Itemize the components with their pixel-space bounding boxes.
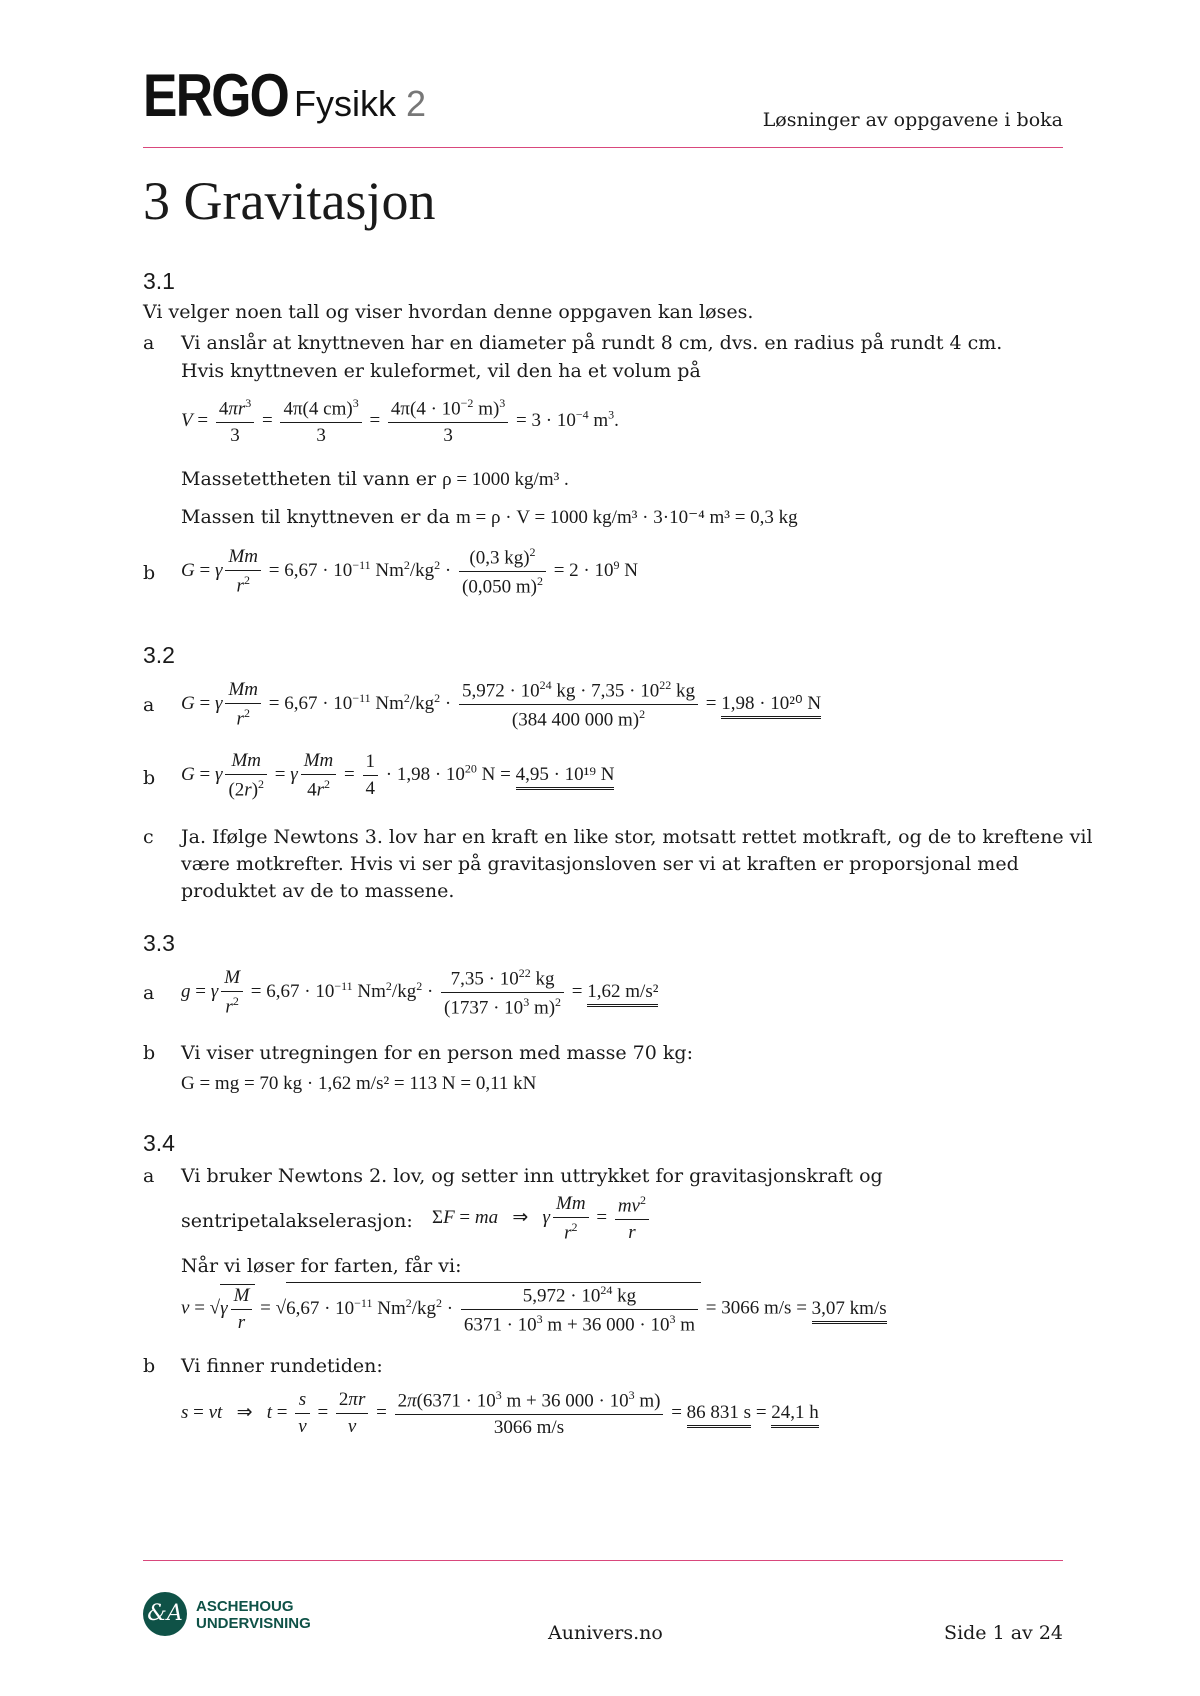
result-3-4-b-hours: 24,1 h xyxy=(771,1402,819,1428)
publisher-logo-icon: &A xyxy=(143,1592,187,1636)
label-3-4-a: a xyxy=(143,1165,155,1187)
publisher-line1: ASCHEHOUG xyxy=(196,1598,294,1615)
equation-3-2-b: G = γ $\frac{Mm}{(2r)^2}$ = γ $\frac{Mm}{4r^2}$ = $\frac{1}{4}$ · $1,98 \cdot 10^{20}$ N = 4,95 · 10¹⁹ N xyxy=(181,750,615,801)
ergo-logo: ERGO xyxy=(143,62,289,129)
text-3-4-a-line1: Vi bruker Newtons 2. lov, og setter inn uttrykket for gravitasjonskraft og xyxy=(181,1165,883,1187)
result-3-2-a: 1,98 · 10²⁰ N xyxy=(721,693,821,719)
result-3-4-b-seconds: 86 831 s xyxy=(687,1402,751,1428)
text-3-1-a-line2: Hvis knyttneven er kuleformet, vil den ha et volum på xyxy=(181,360,701,382)
subject-number: 2 xyxy=(406,83,427,124)
equation-3-4-b: s = vt ⇒ t = $\frac{s}{v}$ = $\frac{2\pi r}{v}$ = $\frac{2\pi(6371 \cdot 10^3 m + 36 000 \cdot 10^3 m)}{3066 m/s}$ = 86 831 s = 24,1 h xyxy=(181,1388,819,1439)
text-3-4-b-line1: Vi finner rundetiden: xyxy=(181,1355,383,1377)
subject-name: Fysikk xyxy=(294,83,396,124)
result-3-4-a: 3,07 km/s xyxy=(812,1298,887,1324)
header-divider xyxy=(143,147,1063,148)
publisher-name xyxy=(196,1598,311,1632)
label-3-3-b: b xyxy=(143,1042,156,1064)
text-3-2-c-line1: Ja. Ifølge Newtons 3. lov har en kraft en like stor, motsatt rettet motkraft, og de to kreftene vil xyxy=(181,826,1093,848)
text-density xyxy=(181,468,569,491)
text-3-4-a-line3: Når vi løser for farten, får vi: xyxy=(181,1255,462,1277)
label-3-3-a: a xyxy=(143,982,155,1004)
page-number: Side 1 av 24 xyxy=(944,1622,1063,1644)
label-3-2-b: b xyxy=(143,767,156,789)
header-title: Løsninger av oppgavene i boka xyxy=(762,109,1063,131)
text-mass xyxy=(181,506,798,529)
section-heading-3-4: 3.4 xyxy=(143,1130,175,1156)
mass-label: Massen til knyttneven er da xyxy=(181,506,450,528)
text-3-3-b-line2: G = mg = 70 kg · 1,62 m/s² = 113 N = 0,11 kN xyxy=(181,1073,537,1094)
subject-title xyxy=(294,83,427,124)
density-label: Massetettheten til vann er xyxy=(181,468,437,490)
text-3-4-a-line2: sentripetalakselerasjon: xyxy=(181,1210,413,1232)
result-3-3-a: 1,62 m/s² xyxy=(587,981,658,1007)
text-3-2-c-line2: være motkrefter. Hvis vi ser på gravitasjonsloven ser vi at kraften er proporsjonal med xyxy=(181,853,1019,875)
equation-3-1-b: G = γ $\frac{Mm}{r^2}$ = $6,67 \cdot 10^{-11}$ $Nm^2/kg^2$ · $\frac{(0,3 kg)^2}{(0,050 m)^2}$ = $2 \cdot 10^9$ N xyxy=(181,545,638,598)
intro-3-1: Vi velger noen tall og viser hvordan denne oppgaven kan løses. xyxy=(143,301,754,323)
density-equation: ρ = 1000 kg/m³ . xyxy=(442,469,569,490)
section-heading-3-3: 3.3 xyxy=(143,930,175,956)
equation-3-4-a-speed: v = √γ $\frac{M}{r}$ = $√6,67 \cdot 10^{-11}$ $Nm^2/kg^2$ · $\frac{5,972 \cdot 10^{24} kg}{6371 \cdot 10^3 m + 36 000 \cdot 10^3 m}$ = 3066 m/s = 3,07 km/s xyxy=(181,1283,887,1336)
equation-volume: V = $\frac{4\pi r^3}{3}$ = $\frac{4\pi(4 cm)^3}{3}$ = $\frac{4\pi(4 \cdot 10^{-2} m)^3}{3}$ = $3 \cdot 10^{-4}$ $m^3$. xyxy=(181,396,619,447)
label-3-2-c: c xyxy=(143,826,154,848)
footer-website-link[interactable]: Aunivers.no xyxy=(548,1622,663,1644)
equation-3-2-a: G = γ $\frac{Mm}{r^2}$ = $6,67 \cdot 10^{-11}$ $Nm^2/kg^2$ · $\frac{5,972 \cdot 10^{24} kg \cdot 7,35 \cdot 10^{22} kg}{(384 400 000 m)^2}$ = 1,98 · 10²⁰ N xyxy=(181,678,822,731)
text-3-2-c-line3: produktet av de to massene. xyxy=(181,880,455,902)
result-3-2-b: 4,95 · 10¹⁹ N xyxy=(516,764,615,790)
section-heading-3-2: 3.2 xyxy=(143,642,175,668)
section-heading-3-1: 3.1 xyxy=(143,268,175,294)
equation-3-3-a: g = γ $\frac{M}{r^2}$ = $6,67 \cdot 10^{-11}$ $Nm^2/kg^2$ · $\frac{7,35 \cdot 10^{22} kg}{(1737 \cdot 10^3 m)^2}$ = 1,62 m/s² xyxy=(181,966,659,1019)
chapter-title: 3 Gravitasjon xyxy=(143,171,436,231)
mass-equation: m = ρ · V = 1000 kg/m³ · 3·10⁻⁴ m³ = 0,3 kg xyxy=(456,507,798,528)
label-3-4-b: b xyxy=(143,1355,156,1377)
label-3-2-a: a xyxy=(143,694,155,716)
equation-3-4-a-newton: ΣF = ma ⇒ γ $\frac{Mm}{r^2}$ = $\frac{mv^2}{r}$ xyxy=(432,1193,652,1244)
text-3-1-a-line1: Vi anslår at knyttneven har en diameter på rundt 8 cm, dvs. en radius på rundt 4 cm. xyxy=(181,332,1003,354)
publisher-line2: UNDERVISNING xyxy=(196,1615,311,1632)
text-3-3-b-line1: Vi viser utregningen for en person med masse 70 kg: xyxy=(181,1042,693,1064)
label-3-1-a: a xyxy=(143,332,155,354)
label-3-1-b: b xyxy=(143,562,156,584)
footer-divider xyxy=(143,1560,1063,1561)
